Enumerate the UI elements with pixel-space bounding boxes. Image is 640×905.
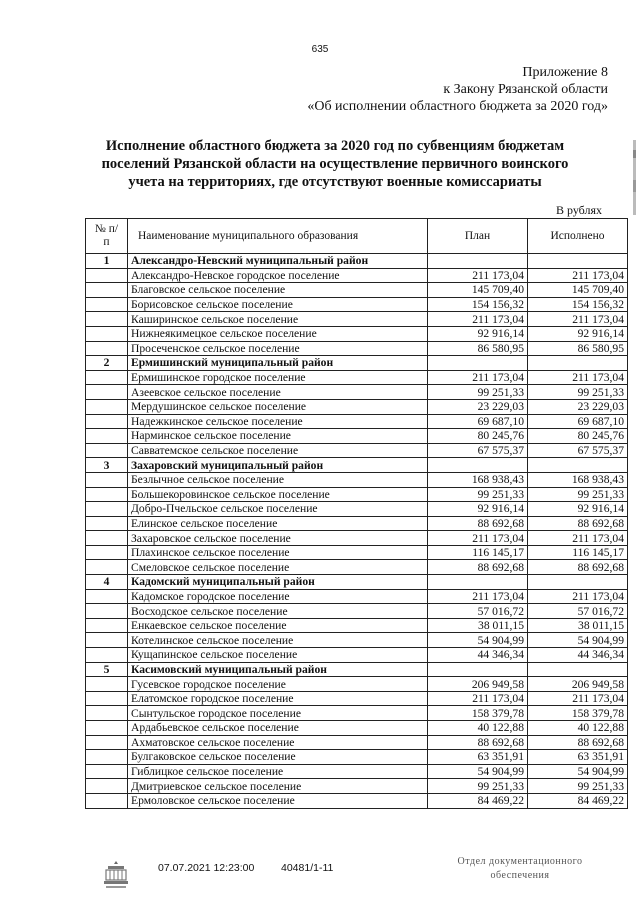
row-number	[86, 779, 128, 794]
district-row	[86, 458, 628, 473]
table-row	[86, 370, 628, 385]
table-row	[86, 545, 628, 560]
row-number	[86, 735, 128, 750]
row-name: Савватемское сельское поселение	[128, 443, 428, 458]
row-number	[86, 633, 128, 648]
table-row	[86, 648, 628, 663]
row-plan: 206 949,58	[428, 677, 528, 692]
row-name: Гиблицкое сельское поселение	[128, 764, 428, 779]
header-plan: План	[428, 219, 528, 254]
header-number	[86, 219, 128, 254]
row-done	[528, 662, 628, 677]
document-title	[70, 137, 600, 191]
row-plan: 67 575,37	[428, 443, 528, 458]
row-name: Котелинское сельское поселение	[128, 633, 428, 648]
row-number: 3	[86, 458, 128, 473]
table-row	[86, 560, 628, 575]
row-name: Смеловское сельское поселение	[128, 560, 428, 575]
row-plan: 145 709,40	[428, 283, 528, 298]
row-number	[86, 370, 128, 385]
row-done: 168 938,43	[528, 472, 628, 487]
table-row	[86, 793, 628, 808]
row-name: Захаровский муниципальный район	[128, 458, 428, 473]
district-row	[86, 254, 628, 269]
row-plan: 38 011,15	[428, 618, 528, 633]
row-plan: 154 156,32	[428, 297, 528, 312]
table-row	[86, 618, 628, 633]
title-line-3: учета на территориях, где отсутствуют военные комиссариаты	[128, 174, 542, 190]
row-number	[86, 516, 128, 531]
row-done: 211 173,04	[528, 268, 628, 283]
row-name: Благовское сельское поселение	[128, 283, 428, 298]
row-plan: 99 251,33	[428, 487, 528, 502]
row-number	[86, 429, 128, 444]
row-done: 86 580,95	[528, 341, 628, 356]
row-plan: 211 173,04	[428, 691, 528, 706]
scan-edge-mark	[632, 140, 638, 215]
footer-department-stamp	[450, 855, 590, 883]
row-number: 4	[86, 575, 128, 590]
table-row	[86, 268, 628, 283]
table-header-row	[86, 219, 628, 254]
row-plan	[428, 254, 528, 269]
row-number	[86, 487, 128, 502]
row-number	[86, 648, 128, 663]
row-number	[86, 326, 128, 341]
table-row	[86, 502, 628, 517]
row-number	[86, 706, 128, 721]
table-row	[86, 429, 628, 444]
row-done: 92 916,14	[528, 326, 628, 341]
row-name: Безлычное сельское поселение	[128, 472, 428, 487]
row-plan: 69 687,10	[428, 414, 528, 429]
row-name: Елинское сельское поселение	[128, 516, 428, 531]
header-number-label: № п/п	[94, 223, 119, 248]
row-done: 63 351,91	[528, 750, 628, 765]
row-name: Енкаевское сельское поселение	[128, 618, 428, 633]
row-number	[86, 341, 128, 356]
row-name: Просеченское сельское поселение	[128, 341, 428, 356]
row-number	[86, 268, 128, 283]
row-plan: 211 173,04	[428, 268, 528, 283]
row-done: 206 949,58	[528, 677, 628, 692]
footer-date: 07.07.2021 12:23:00	[158, 862, 255, 874]
district-row	[86, 575, 628, 590]
table-row	[86, 589, 628, 604]
row-number	[86, 297, 128, 312]
row-done: 99 251,33	[528, 779, 628, 794]
row-done: 54 904,99	[528, 633, 628, 648]
row-done: 88 692,68	[528, 516, 628, 531]
table-row	[86, 385, 628, 400]
row-plan: 57 016,72	[428, 604, 528, 619]
row-plan: 54 904,99	[428, 633, 528, 648]
table-row	[86, 487, 628, 502]
row-number	[86, 560, 128, 575]
row-plan: 86 580,95	[428, 341, 528, 356]
table-row	[86, 312, 628, 327]
table-row	[86, 764, 628, 779]
appendix-line-3: «Об исполнении областного бюджета за 2020 год»	[307, 99, 608, 114]
row-plan	[428, 458, 528, 473]
row-name: Гусевское городское поселение	[128, 677, 428, 692]
row-name: Ахматовское сельское поселение	[128, 735, 428, 750]
row-done: 40 122,88	[528, 721, 628, 736]
row-number	[86, 677, 128, 692]
row-name: Касимовский муниципальный район	[128, 662, 428, 677]
row-done: 80 245,76	[528, 429, 628, 444]
row-name: Кущапинское сельское поселение	[128, 648, 428, 663]
row-name: Кадомский муниципальный район	[128, 575, 428, 590]
row-plan: 88 692,68	[428, 735, 528, 750]
row-plan: 63 351,91	[428, 750, 528, 765]
row-plan: 211 173,04	[428, 370, 528, 385]
row-done: 67 575,37	[528, 443, 628, 458]
title-line-1: Исполнение областного бюджета за 2020 год по субвенциям бюджетам	[105, 138, 565, 154]
row-number	[86, 472, 128, 487]
row-name: Добро-Пчельское сельское поселение	[128, 502, 428, 517]
row-name: Ермишинское городское поселение	[128, 370, 428, 385]
row-done: 69 687,10	[528, 414, 628, 429]
row-number	[86, 793, 128, 808]
row-name: Восходское сельское поселение	[128, 604, 428, 619]
table-row	[86, 297, 628, 312]
unit-label: В рублях	[555, 203, 602, 217]
district-row	[86, 662, 628, 677]
row-name: Азеевское сельское поселение	[128, 385, 428, 400]
row-name: Елатомское городское поселение	[128, 691, 428, 706]
row-name: Ермишинский муниципальный район	[128, 356, 428, 371]
row-name: Александро-Невское городское поселение	[128, 268, 428, 283]
row-plan: 158 379,78	[428, 706, 528, 721]
row-number	[86, 604, 128, 619]
row-plan: 23 229,03	[428, 399, 528, 414]
footer-registration-number: 40481/1-11	[281, 862, 334, 874]
row-number	[86, 283, 128, 298]
table-row	[86, 414, 628, 429]
row-number	[86, 691, 128, 706]
row-plan: 92 916,14	[428, 326, 528, 341]
table-row	[86, 531, 628, 546]
row-done: 88 692,68	[528, 560, 628, 575]
row-name: Кадомское городское поселение	[128, 589, 428, 604]
row-number	[86, 750, 128, 765]
row-done: 211 173,04	[528, 589, 628, 604]
budget-table	[85, 218, 628, 809]
row-name: Надежкинское сельское поселение	[128, 414, 428, 429]
row-name: Плахинское сельское поселение	[128, 545, 428, 560]
row-name: Большекоровинское сельское поселение	[128, 487, 428, 502]
row-plan: 211 173,04	[428, 312, 528, 327]
table-row	[86, 750, 628, 765]
row-number: 2	[86, 356, 128, 371]
stamp-line-2: обеспечения	[490, 870, 550, 881]
row-done: 158 379,78	[528, 706, 628, 721]
table-row	[86, 516, 628, 531]
row-done: 116 145,17	[528, 545, 628, 560]
table-row	[86, 399, 628, 414]
row-number	[86, 385, 128, 400]
row-name: Нижнеякимецкое сельское поселение	[128, 326, 428, 341]
row-plan: 99 251,33	[428, 385, 528, 400]
row-number	[86, 502, 128, 517]
row-number	[86, 414, 128, 429]
row-plan	[428, 356, 528, 371]
table-row	[86, 706, 628, 721]
row-number	[86, 443, 128, 458]
table-row	[86, 604, 628, 619]
row-number	[86, 312, 128, 327]
row-number	[86, 764, 128, 779]
row-number: 1	[86, 254, 128, 269]
row-done: 38 011,15	[528, 618, 628, 633]
row-plan: 84 469,22	[428, 793, 528, 808]
row-done: 211 173,04	[528, 531, 628, 546]
row-plan: 88 692,68	[428, 516, 528, 531]
row-plan: 116 145,17	[428, 545, 528, 560]
table-row	[86, 691, 628, 706]
table-row	[86, 472, 628, 487]
row-plan: 88 692,68	[428, 560, 528, 575]
appendix-line-2: к Закону Рязанской области	[443, 82, 608, 97]
stamp-line-1: Отдел документационного	[457, 856, 583, 867]
appendix-block	[307, 64, 608, 115]
row-number	[86, 721, 128, 736]
row-done	[528, 356, 628, 371]
row-done: 57 016,72	[528, 604, 628, 619]
row-name: Захаровское сельское поселение	[128, 531, 428, 546]
header-done: Исполнено	[528, 219, 628, 254]
row-name: Каширинское сельское поселение	[128, 312, 428, 327]
table-row	[86, 443, 628, 458]
row-number	[86, 618, 128, 633]
district-row	[86, 356, 628, 371]
row-name: Борисовское сельское поселение	[128, 297, 428, 312]
row-done	[528, 575, 628, 590]
row-done: 211 173,04	[528, 691, 628, 706]
row-name: Булгаковское сельское поселение	[128, 750, 428, 765]
row-done	[528, 254, 628, 269]
row-done: 211 173,04	[528, 312, 628, 327]
row-plan	[428, 662, 528, 677]
table-row	[86, 677, 628, 692]
row-plan	[428, 575, 528, 590]
row-plan: 168 938,43	[428, 472, 528, 487]
row-done: 99 251,33	[528, 487, 628, 502]
table-row	[86, 721, 628, 736]
row-done: 154 156,32	[528, 297, 628, 312]
row-done: 99 251,33	[528, 385, 628, 400]
row-name: Александро-Невский муниципальный район	[128, 254, 428, 269]
row-name: Сынтульское городское поселение	[128, 706, 428, 721]
row-number	[86, 531, 128, 546]
row-done	[528, 458, 628, 473]
table-body	[86, 254, 628, 809]
row-name: Дмитриевское сельское поселение	[128, 779, 428, 794]
table-row	[86, 326, 628, 341]
row-plan: 44 346,34	[428, 648, 528, 663]
row-number	[86, 399, 128, 414]
row-done: 211 173,04	[528, 370, 628, 385]
row-done: 88 692,68	[528, 735, 628, 750]
title-line-2: поселений Рязанской области на осуществление первичного воинского	[101, 156, 569, 172]
table-row	[86, 779, 628, 794]
row-plan: 92 916,14	[428, 502, 528, 517]
row-name: Нарминское сельское поселение	[128, 429, 428, 444]
table-row	[86, 633, 628, 648]
page-number: 635	[311, 44, 329, 55]
row-done: 92 916,14	[528, 502, 628, 517]
header-name: Наименование муниципального образования	[128, 219, 428, 254]
row-plan: 40 122,88	[428, 721, 528, 736]
row-plan: 80 245,76	[428, 429, 528, 444]
row-number: 5	[86, 662, 128, 677]
row-number	[86, 589, 128, 604]
table-row	[86, 735, 628, 750]
appendix-line-1: Приложение 8	[522, 65, 608, 80]
duma-emblem-icon	[98, 858, 134, 894]
row-done: 54 904,99	[528, 764, 628, 779]
row-done: 145 709,40	[528, 283, 628, 298]
row-done: 44 346,34	[528, 648, 628, 663]
row-plan: 211 173,04	[428, 589, 528, 604]
row-name: Ардабьевское сельское поселение	[128, 721, 428, 736]
table-row	[86, 283, 628, 298]
row-number	[86, 545, 128, 560]
row-name: Ермоловское сельское поселение	[128, 793, 428, 808]
row-plan: 99 251,33	[428, 779, 528, 794]
row-plan: 211 173,04	[428, 531, 528, 546]
row-done: 84 469,22	[528, 793, 628, 808]
row-done: 23 229,03	[528, 399, 628, 414]
row-plan: 54 904,99	[428, 764, 528, 779]
row-name: Мердушинское сельское поселение	[128, 399, 428, 414]
table-row	[86, 341, 628, 356]
